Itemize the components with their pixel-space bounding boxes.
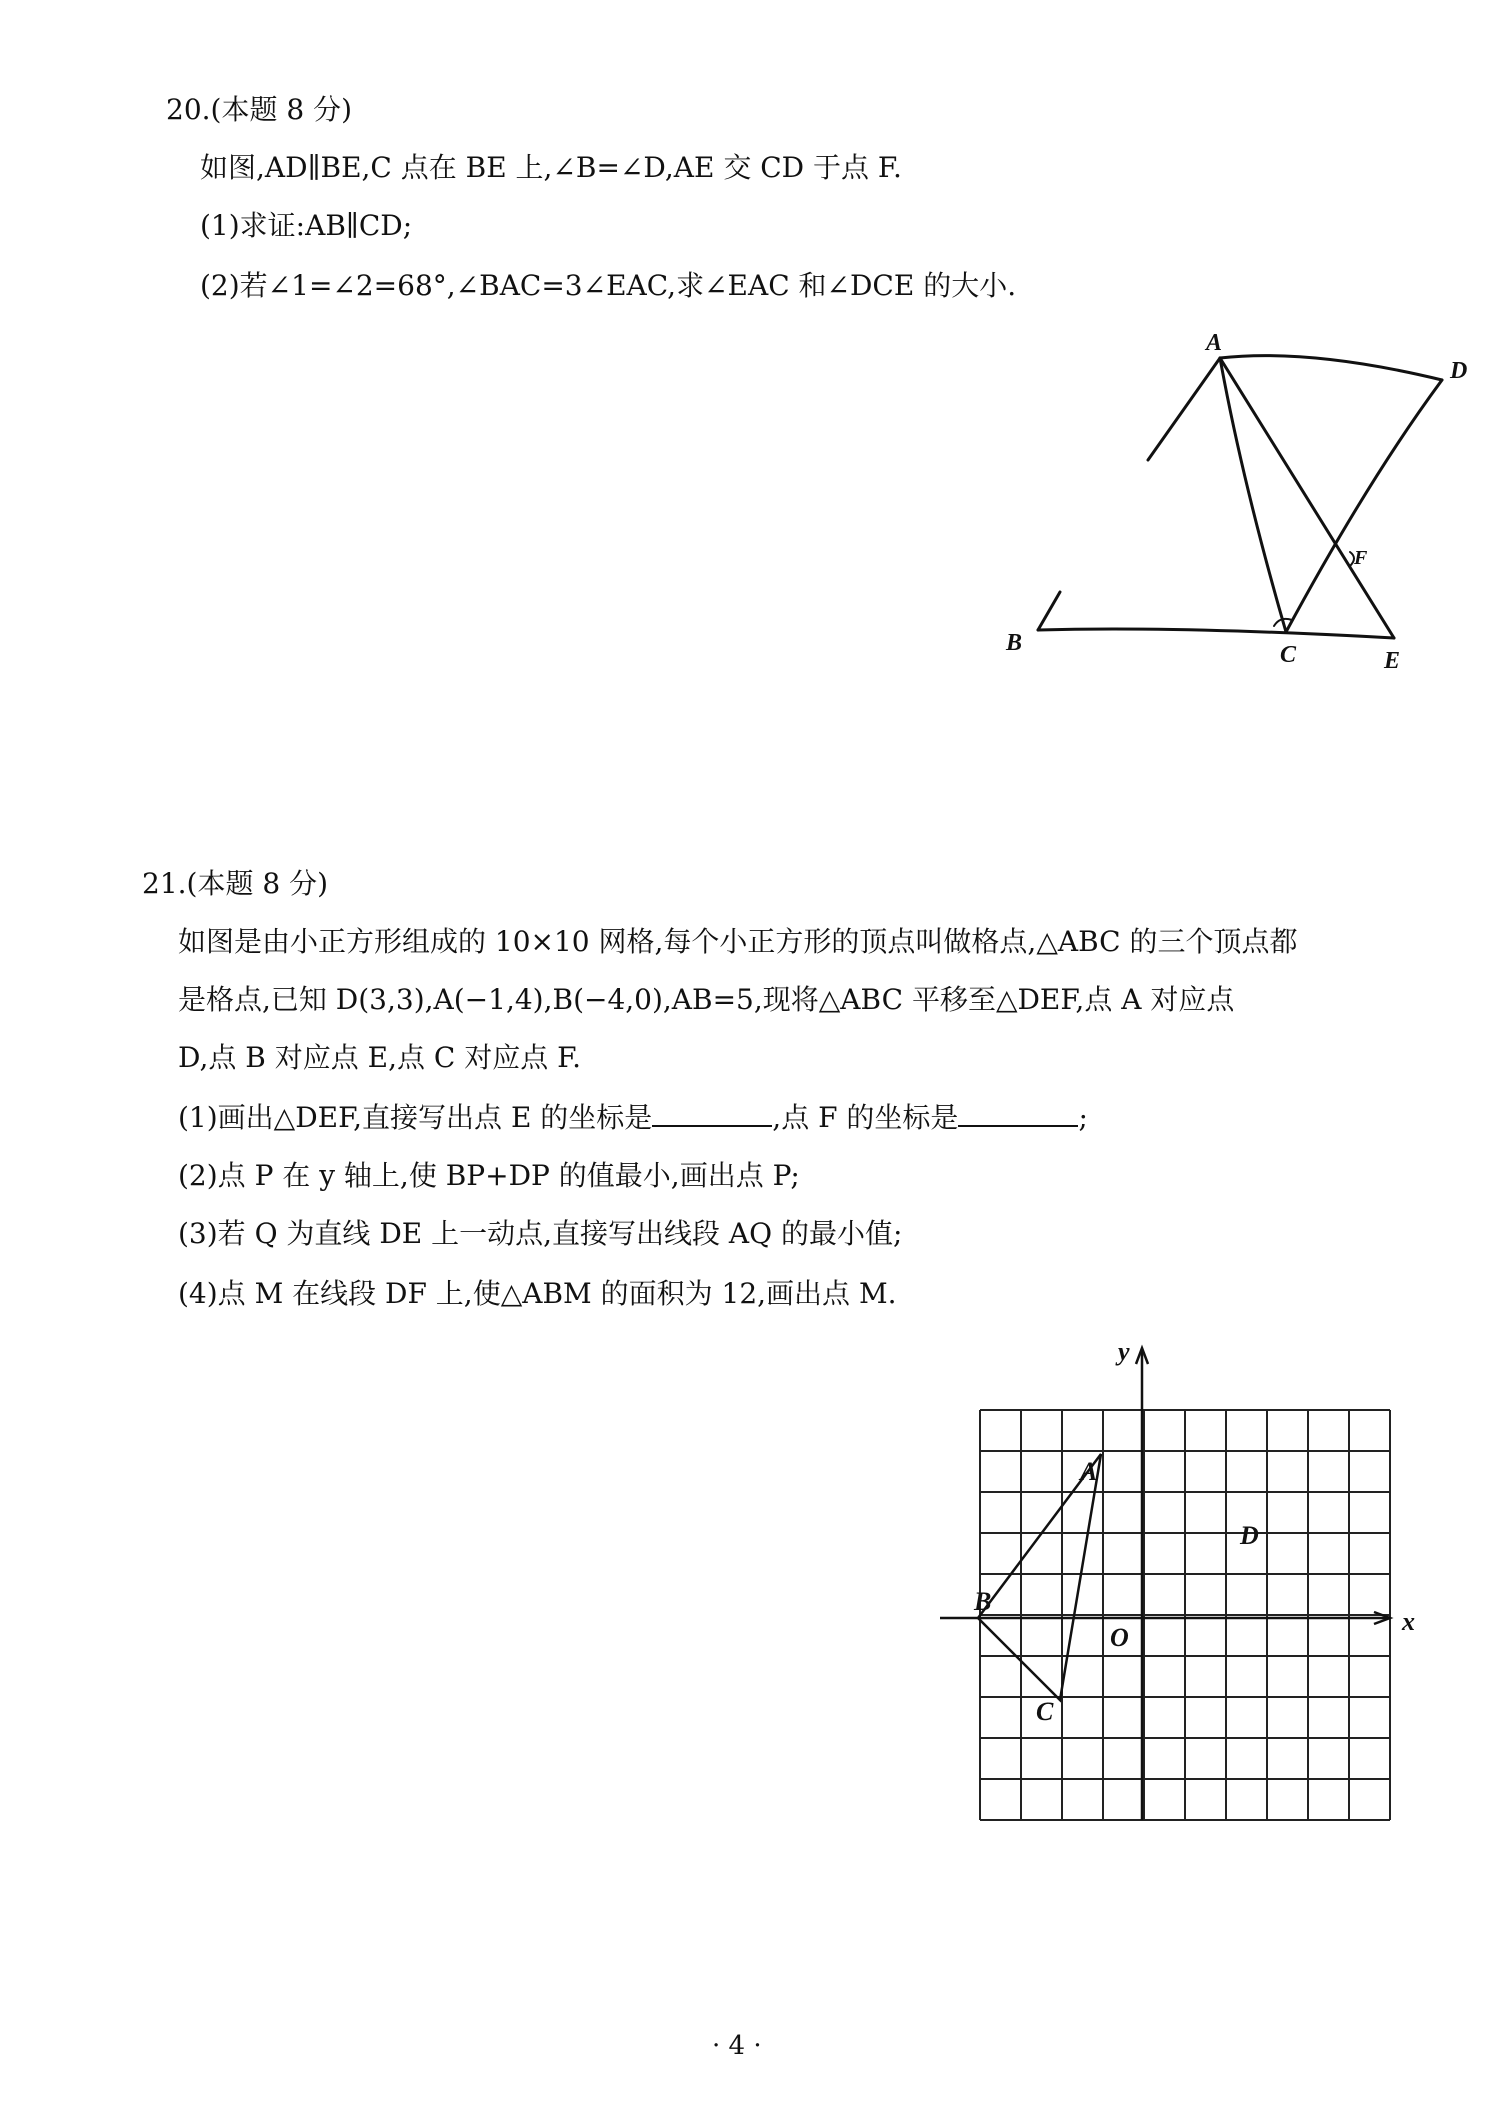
point-label-b: B [974, 1587, 992, 1616]
q21-part1-text-a: (1)画出△DEF,直接写出点 E 的坐标是 [178, 1101, 653, 1134]
q21-heading: 21.(本题 8 分) [142, 867, 328, 900]
segment-ad [1220, 356, 1442, 380]
q20-heading: 20.(本题 8 分) [166, 93, 352, 126]
q21-part1 [178, 1100, 1088, 1136]
point-label-a: A [1080, 1457, 1098, 1486]
answer-blank-e[interactable] [652, 1103, 772, 1127]
q21-stem-line3: D,点 B 对应点 E,点 C 对应点 F. [178, 1041, 582, 1074]
q21-stem-line1: 如图是由小正方形组成的 10×10 网格,每个小正方形的顶点叫做格点,△ABC 的三个顶点都 [178, 925, 1298, 958]
label-d: D [1450, 358, 1468, 384]
page-number: · 4 · [712, 2031, 762, 2061]
q20-stem: 如图,AD∥BE,C 点在 BE 上,∠B=∠D,AE 交 CD 于点 F. [200, 151, 902, 184]
q21-part2: (2)点 P 在 y 轴上,使 BP+DP 的值最小,画出点 P; [178, 1159, 800, 1192]
segment-ac [1220, 358, 1286, 632]
q20-part2: (2)若∠1=∠2=68°,∠BAC=3∠EAC,求∠EAC 和∠DCE 的大小. [200, 269, 1017, 302]
q21-grid-figure [930, 1330, 1450, 1850]
answer-blank-f[interactable] [958, 1103, 1078, 1127]
point-label-d: D [1240, 1521, 1259, 1550]
ray-ab [1148, 358, 1220, 460]
q21-part1-text-c: ; [1078, 1101, 1088, 1134]
axis-label-y: y [1118, 1337, 1130, 1366]
label-b: B [1006, 630, 1023, 656]
label-e: E [1384, 648, 1401, 674]
triangle-abc [978, 1454, 1101, 1700]
point-label-c: C [1036, 1697, 1054, 1726]
q20-figure [980, 320, 1480, 680]
ray-b [1038, 592, 1060, 630]
q21-part3: (3)若 Q 为直线 DE 上一动点,直接写出线段 AQ 的最小值; [178, 1217, 903, 1250]
origin-label: O [1110, 1623, 1129, 1652]
label-c: C [1280, 642, 1297, 668]
q21-part1-text-b: ,点 F 的坐标是 [772, 1101, 959, 1134]
label-f: F [1354, 547, 1368, 569]
axis-label-x: x [1402, 1607, 1415, 1636]
segment-be [1038, 629, 1394, 638]
q21-stem-line2: 是格点,已知 D(3,3),A(−1,4),B(−4,0),AB=5,现将△ABC 平移至△DEF,点 A 对应点 [178, 983, 1235, 1016]
label-a: A [1206, 330, 1223, 356]
segment-cd [1286, 380, 1442, 632]
q20-part1: (1)求证:AB∥CD; [200, 209, 413, 242]
q21-part4: (4)点 M 在线段 DF 上,使△ABM 的面积为 12,画出点 M. [178, 1277, 897, 1310]
